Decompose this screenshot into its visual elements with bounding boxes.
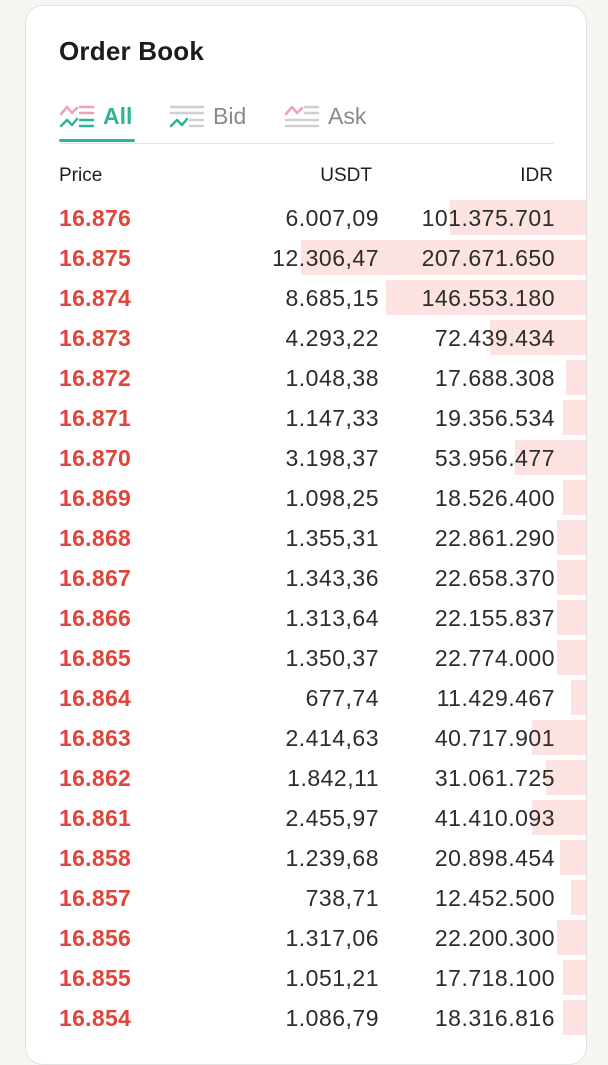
order-row[interactable]	[26, 918, 587, 958]
order-price: 16.864	[59, 685, 132, 711]
order-usdt-amount: 677,74	[305, 685, 379, 711]
order-book-title: Order Book	[59, 36, 205, 66]
order-row[interactable]	[26, 598, 587, 638]
order-price: 16.862	[59, 765, 132, 791]
active-tab-indicator	[59, 139, 135, 142]
order-usdt-amount: 1.239,68	[285, 845, 379, 871]
column-header-price: Price	[59, 165, 103, 186]
order-price: 16.858	[59, 845, 132, 871]
order-usdt-amount: 1.350,37	[285, 645, 379, 671]
order-price: 16.874	[59, 285, 132, 311]
order-price: 16.866	[59, 605, 132, 631]
order-price: 16.869	[59, 485, 132, 511]
order-price: 16.861	[59, 805, 132, 831]
order-row[interactable]	[26, 758, 587, 798]
order-price: 16.854	[59, 1005, 132, 1031]
order-row[interactable]	[26, 398, 587, 438]
order-row[interactable]	[26, 478, 587, 518]
order-usdt-amount: 2.414,63	[285, 725, 379, 751]
order-price: 16.857	[59, 885, 132, 911]
order-idr-total: 101.375.701	[421, 205, 555, 231]
order-usdt-amount: 1.051,21	[285, 965, 379, 991]
order-usdt-amount: 3.198,37	[285, 445, 379, 471]
order-row[interactable]	[26, 878, 587, 918]
order-usdt-amount: 1.317,06	[285, 925, 379, 951]
order-usdt-amount: 1.313,64	[285, 605, 379, 631]
order-usdt-amount: 1.086,79	[285, 1005, 379, 1031]
order-row[interactable]	[26, 518, 587, 558]
ask-orders-icon	[284, 102, 320, 130]
order-row[interactable]	[26, 998, 587, 1038]
order-usdt-amount: 2.455,97	[285, 805, 379, 831]
tab-all-label: All	[103, 102, 133, 129]
tab-ask[interactable]	[284, 94, 366, 138]
order-row[interactable]	[26, 198, 587, 238]
order-idr-total: 18.316.816	[434, 1005, 555, 1031]
depth-bar	[557, 560, 587, 595]
order-usdt-amount: 1.147,33	[285, 405, 379, 431]
order-usdt-amount: 1.098,25	[285, 485, 379, 511]
bid-orders-icon	[169, 102, 205, 130]
depth-bar	[563, 1000, 587, 1035]
order-price: 16.856	[59, 925, 132, 951]
tab-all[interactable]	[59, 94, 132, 138]
order-row[interactable]	[26, 678, 587, 718]
order-idr-total: 11.429.467	[436, 685, 555, 711]
order-row[interactable]	[26, 798, 587, 838]
order-idr-total: 22.658.370	[434, 565, 555, 591]
order-row[interactable]	[26, 558, 587, 598]
depth-bar	[563, 400, 587, 435]
order-usdt-amount: 1.343,36	[285, 565, 379, 591]
depth-bar	[557, 640, 587, 675]
order-row[interactable]	[26, 958, 587, 998]
tabs-divider	[59, 143, 554, 144]
order-idr-total: 40.717.901	[434, 725, 555, 751]
order-book-card	[25, 5, 587, 1065]
order-row[interactable]	[26, 358, 587, 398]
order-idr-total: 41.410.093	[434, 805, 555, 831]
depth-bar	[571, 880, 587, 915]
order-usdt-amount: 1.048,38	[285, 365, 379, 391]
order-book-rows	[26, 198, 587, 1038]
order-usdt-amount: 12.306,47	[272, 245, 379, 271]
order-price: 16.870	[59, 445, 132, 471]
order-book-tabs	[59, 94, 554, 142]
all-orders-icon	[59, 102, 95, 130]
order-price: 16.876	[59, 205, 132, 231]
order-price: 16.863	[59, 725, 132, 751]
tab-ask-label: Ask	[328, 102, 367, 129]
depth-bar	[560, 840, 587, 875]
depth-bar	[557, 520, 587, 555]
order-price: 16.871	[59, 405, 132, 431]
order-usdt-amount: 1.842,11	[287, 765, 379, 791]
order-idr-total: 53.956.477	[434, 445, 555, 471]
order-idr-total: 18.526.400	[434, 485, 555, 511]
order-idr-total: 22.155.837	[434, 605, 555, 631]
tab-bid-label: Bid	[213, 102, 247, 129]
order-row[interactable]	[26, 838, 587, 878]
order-price: 16.868	[59, 525, 132, 551]
order-idr-total: 17.688.308	[434, 365, 555, 391]
order-idr-total: 31.061.725	[434, 765, 555, 791]
order-idr-total: 207.671.650	[421, 245, 555, 271]
depth-bar	[566, 360, 587, 395]
order-idr-total: 12.452.500	[434, 885, 555, 911]
order-usdt-amount: 6.007,09	[285, 205, 379, 231]
order-usdt-amount: 738,71	[305, 885, 379, 911]
order-idr-total: 22.861.290	[434, 525, 555, 551]
order-price: 16.867	[59, 565, 132, 591]
order-idr-total: 22.774.000	[434, 645, 555, 671]
order-idr-total: 22.200.300	[434, 925, 555, 951]
order-idr-total: 72.439.434	[434, 325, 555, 351]
order-price: 16.872	[59, 365, 132, 391]
order-usdt-amount: 1.355,31	[285, 525, 379, 551]
order-idr-total: 146.553.180	[421, 285, 555, 311]
order-usdt-amount: 4.293,22	[285, 325, 379, 351]
column-header-idr: IDR	[520, 165, 553, 186]
order-row[interactable]	[26, 238, 587, 278]
order-usdt-amount: 8.685,15	[285, 285, 379, 311]
depth-bar	[563, 960, 587, 995]
order-price: 16.855	[59, 965, 132, 991]
column-header-usdt: USDT	[320, 165, 372, 186]
order-row[interactable]	[26, 438, 587, 478]
depth-bar	[571, 680, 587, 715]
tab-bid[interactable]	[169, 94, 246, 138]
depth-bar	[563, 480, 587, 515]
order-row[interactable]	[26, 638, 587, 678]
order-row[interactable]	[26, 718, 587, 758]
depth-bar	[557, 920, 587, 955]
order-row[interactable]	[26, 318, 587, 358]
order-row[interactable]	[26, 278, 587, 318]
order-idr-total: 17.718.100	[434, 965, 555, 991]
order-price: 16.865	[59, 645, 132, 671]
depth-bar	[557, 600, 587, 635]
order-price: 16.875	[59, 245, 132, 271]
order-idr-total: 19.356.534	[434, 405, 555, 431]
order-price: 16.873	[59, 325, 132, 351]
order-idr-total: 20.898.454	[434, 845, 555, 871]
